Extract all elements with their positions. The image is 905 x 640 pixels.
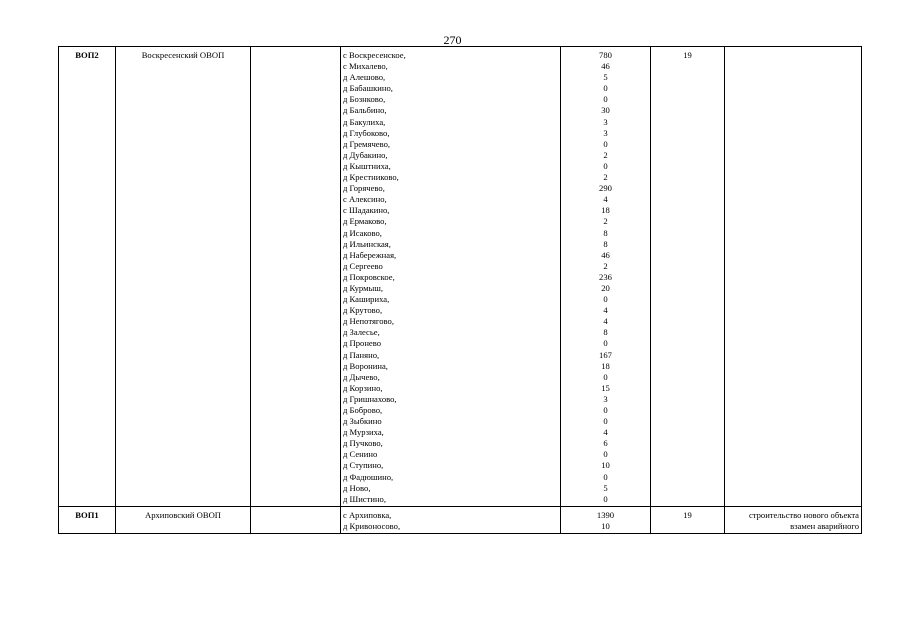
- settlement-name: д Глубоково,: [343, 127, 390, 138]
- settlement-name: д Гришнахово,: [343, 393, 397, 404]
- settlement-population: 4: [603, 194, 608, 205]
- facility-code-cell: ВОП2: [59, 47, 116, 507]
- settlement-name: д Зыбкино: [343, 416, 382, 427]
- settlement-population: 0: [603, 493, 608, 504]
- settlement-population: 5: [603, 482, 608, 493]
- settlement-name: д Боброво,: [343, 405, 383, 415]
- settlement-name: д Ступино,: [343, 460, 384, 471]
- settlement-population: 6: [603, 438, 608, 449]
- settlement-name: д Мурзиха,: [343, 427, 384, 438]
- settlement-name: д Воронина,: [343, 360, 388, 371]
- population-cell: [561, 47, 651, 507]
- settlement-name: д Крутово,: [343, 305, 383, 316]
- settlement-name: д Бакулиха,: [343, 116, 386, 127]
- settlement-name: д Бознково,: [343, 94, 386, 105]
- settlement-population: 18: [601, 360, 610, 371]
- facility-name-cell: Архиповский ОВОП: [116, 506, 251, 533]
- settlement-population: 0: [603, 338, 608, 349]
- settlement-population: 3: [603, 116, 608, 127]
- settlement-name: д Бабашкино,: [343, 83, 393, 94]
- settlement-name: д Пронево: [343, 338, 382, 349]
- population-cell: [561, 506, 651, 533]
- settlement-name: д Кыштниха,: [343, 160, 391, 171]
- empty-cell: [251, 47, 341, 507]
- settlement-name: д Дубакино,: [343, 149, 388, 160]
- settlement-population: 0: [603, 83, 608, 94]
- settlement-name: д Паняно,: [343, 349, 380, 360]
- note-text: взамен аварийного: [790, 520, 859, 531]
- settlement-name: д Залесье,: [343, 327, 380, 338]
- settlement-population: 10: [601, 520, 610, 531]
- settlement-name: д Крестниково,: [343, 172, 399, 183]
- settlements-cell: [341, 506, 561, 533]
- settlement-name: с Михалево,: [343, 61, 388, 72]
- settlement-name: д Сергеево: [343, 260, 383, 271]
- settlement-population: 780: [599, 50, 612, 60]
- settlement-population: 3: [603, 393, 608, 404]
- settlement-population: 8: [603, 327, 608, 338]
- settlement-name: д Кашириха,: [343, 294, 390, 305]
- settlement-name: с Алексино,: [343, 194, 387, 205]
- settlement-population: 167: [599, 349, 612, 360]
- note-text: строительство нового объекта: [748, 509, 859, 520]
- settlement-population: 15: [601, 382, 610, 393]
- settlement-name: д Бальбино,: [343, 105, 387, 116]
- settlement-population: 8: [603, 227, 608, 238]
- settlement-population: 5: [603, 72, 608, 83]
- settlement-population: 8: [603, 238, 608, 249]
- settlement-name: д Набережная,: [343, 249, 397, 260]
- distance-cell: 19: [651, 47, 725, 507]
- settlement-population: 3: [603, 127, 608, 138]
- settlement-name: д Ново,: [343, 482, 371, 493]
- page-number: 270: [443, 33, 462, 47]
- settlement-population: 46: [601, 61, 610, 72]
- settlement-name: д Фадюшино,: [343, 471, 394, 482]
- empty-cell: [251, 506, 341, 533]
- settlement-name: д Курмыш,: [343, 282, 384, 293]
- facilities-table: [58, 46, 862, 534]
- settlement-name: д Непотягово,: [343, 316, 394, 327]
- settlement-name: д Кривоносово,: [343, 520, 401, 531]
- settlement-population: 4: [603, 316, 608, 327]
- table-row: [59, 506, 862, 533]
- settlement-name: д Шистино,: [343, 493, 387, 504]
- settlement-population: 2: [603, 149, 608, 160]
- settlement-name: д Гремячево,: [343, 138, 391, 149]
- settlement-population: 0: [603, 160, 608, 171]
- settlement-population: 0: [603, 471, 608, 482]
- settlement-population: 2: [603, 216, 608, 227]
- settlement-population: 236: [599, 271, 612, 282]
- settlement-population: 0: [603, 449, 608, 460]
- settlement-population: 0: [603, 371, 608, 382]
- settlement-name: д Исаково,: [343, 227, 382, 238]
- note-cell: [725, 47, 862, 507]
- settlement-population: 4: [603, 427, 608, 438]
- settlement-name: с Воскресенское,: [343, 50, 406, 60]
- settlement-population: 0: [603, 405, 608, 415]
- settlement-name: с Архиповка,: [343, 509, 392, 520]
- settlement-name: д Пучково,: [343, 438, 383, 449]
- settlement-population: 10: [601, 460, 610, 471]
- settlement-population: 0: [603, 138, 608, 149]
- settlement-name: д Ермаково,: [343, 216, 387, 227]
- settlements-cell: [341, 47, 561, 507]
- note-cell: [725, 506, 862, 533]
- settlement-name: д Покровское,: [343, 271, 395, 282]
- settlement-population: 0: [603, 416, 608, 427]
- settlement-name: с Шадакино,: [343, 205, 390, 216]
- table-row: [59, 47, 862, 507]
- settlement-population: 46: [601, 249, 610, 260]
- settlement-name: д Алешово,: [343, 72, 386, 83]
- settlement-name: д Корзино,: [343, 382, 383, 393]
- settlement-population: 0: [603, 94, 608, 105]
- distance-cell: 19: [651, 506, 725, 533]
- settlement-population: 18: [601, 205, 610, 216]
- settlement-name: д Горячево,: [343, 183, 385, 194]
- settlement-population: 20: [601, 282, 610, 293]
- settlement-population: 2: [603, 260, 608, 271]
- settlement-name: д Дычево,: [343, 371, 380, 382]
- settlement-population: 0: [603, 294, 608, 305]
- settlement-population: 4: [603, 305, 608, 316]
- settlement-population: 30: [601, 105, 610, 116]
- facility-name-cell: Воскресенский ОВОП: [116, 47, 251, 507]
- settlement-population: 290: [599, 183, 612, 194]
- settlement-name: д Ильинская,: [343, 238, 391, 249]
- settlement-population: 1390: [596, 509, 615, 520]
- settlement-name: д Сенино: [343, 449, 378, 460]
- facility-code-cell: ВОП1: [59, 506, 116, 533]
- settlement-population: 2: [603, 172, 608, 183]
